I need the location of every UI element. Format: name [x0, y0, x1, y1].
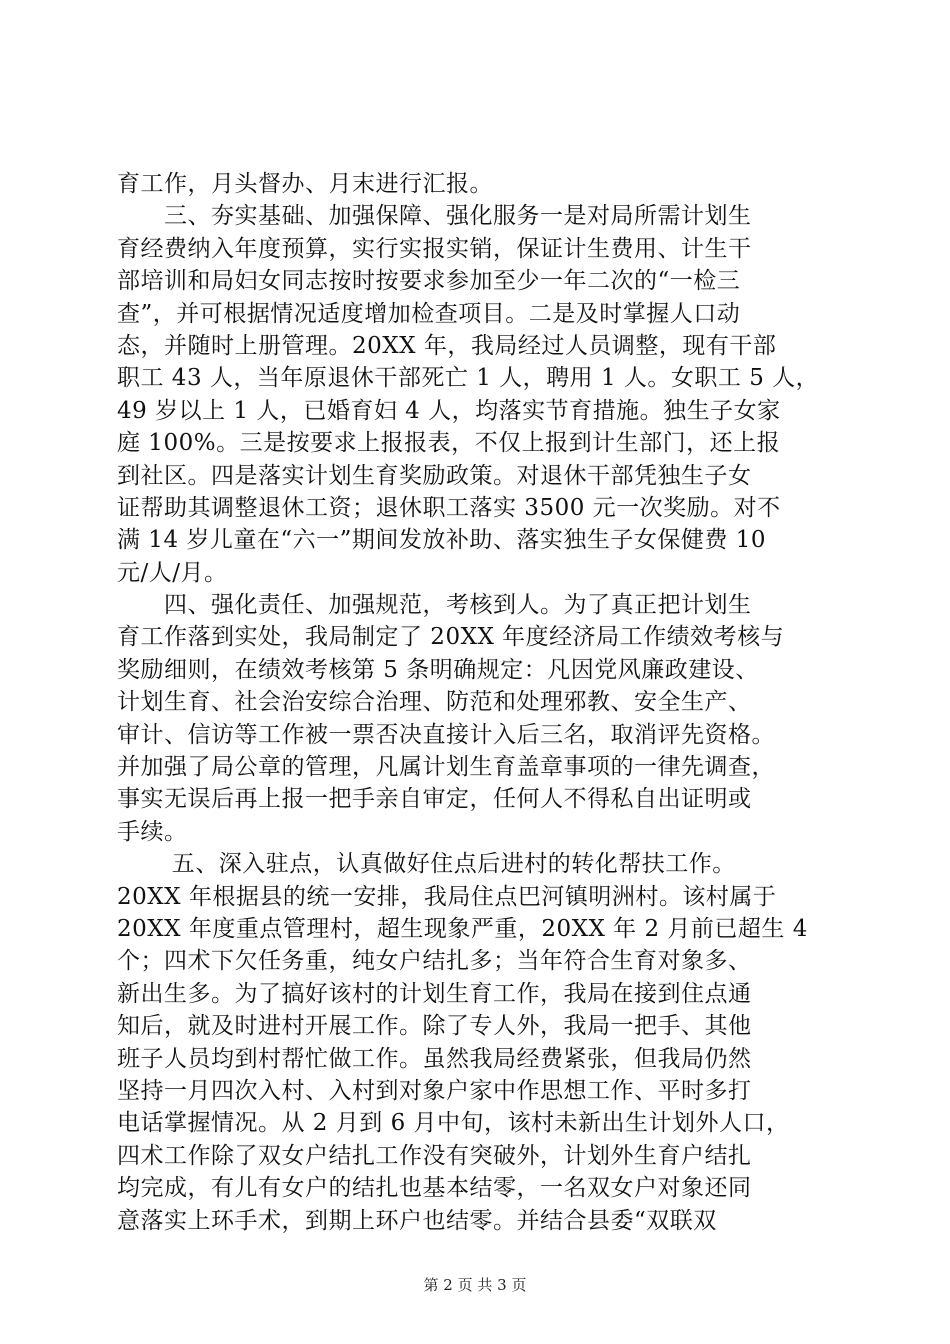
text-line: 20XX 年度重点管理村，超生现象严重，20XX 年 2 月前已超生 4	[117, 915, 808, 942]
text-line: 20XX 年根据县的统一安排，我局住点巴河镇明洲村。该村属于	[117, 883, 777, 910]
text-line: 意落实上环手术，到期上环户也结零。并结合县委“双联双	[117, 1207, 717, 1234]
page-footer: 第 2 页 共 3 页	[423, 1276, 527, 1294]
text-line: 事实无误后再上报一把手亲自审定，任何人不得私自出证明或	[117, 786, 752, 813]
text-line: 审计、信访等工作被一票否决直接计入后三名，取消评先资格。	[117, 721, 775, 748]
text-line: 手续。	[117, 818, 188, 845]
text-line: 49 岁以上 1 人，已婚育妇 4 人，均落实节育措施。独生子女家	[117, 397, 781, 424]
text-line: 三、夯实基础、加强保障、强化服务一是对局所需计划生	[117, 203, 752, 230]
text-line: 班子人员均到村帮忙做工作。虽然我局经费紧张，但我局仍然	[117, 1045, 752, 1072]
text-line: 奖励细则，在绩效考核第 5 条明确规定：凡因党风廉政建设、	[117, 656, 759, 683]
text-line: 满 14 岁儿童在“六一”期间发放补助、落实独生子女保健费 10	[117, 527, 766, 554]
text-line: 电话掌握情况。从 2 月到 6 月中旬，该村未新出生计划外人口，	[117, 1110, 790, 1137]
text-line: 育工作落到实处，我局制定了 20XX 年度经济局工作绩效考核与	[117, 624, 785, 651]
text-line: 均完成，有儿有女户的结扎也基本结零，一名双女户对象还同	[117, 1175, 752, 1202]
text-line: 四术工作除了双女户结扎工作没有突破外，计划外生育户结扎	[117, 1142, 752, 1169]
document-body	[117, 168, 837, 1237]
text-line: 态，并随时上册管理。20XX 年，我局经过人员调整，现有干部	[117, 332, 777, 359]
text-line: 育工作，月头督办、月末进行汇报。	[117, 171, 493, 197]
text-line: 到社区。四是落实计划生育奖励政策。对退休干部凭独生子女	[117, 462, 752, 489]
text-line: 四、强化责任、加强规范，考核到人。为了真正把计划生	[117, 592, 752, 619]
text-line: 坚持一月四次入村、入村到对象户家中作思想工作、平时多打	[117, 1077, 752, 1104]
text-line: 部培训和局妇女同志按时按要求参加至少一年二次的“一检三	[117, 268, 741, 295]
text-line: 个；四术下欠任务重，纯女户结扎多；当年符合生育对象多、	[117, 948, 752, 975]
text-line: 并加强了局公章的管理，凡属计划生育盖章事项的一律先调查，	[117, 754, 775, 781]
text-line: 育经费纳入年度预算，实行实报实销，保证计生费用、计生干	[117, 235, 752, 262]
text-line: 证帮助其调整退休工资；退休职工落实 3500 元一次奖励。对不	[117, 494, 781, 521]
text-line: 元/人/月。	[117, 559, 228, 586]
text-line: 五、深入驻点，认真做好住点后进村的转化帮扶工作。	[117, 851, 736, 878]
text-line: 知后，就及时进村开展工作。除了专人外，我局一把手、其他	[117, 1013, 752, 1040]
text-line: 职工 43 人，当年原退休干部死亡 1 人，聘用 1 人。女职工 5 人，	[117, 365, 820, 392]
text-line: 庭 100%。三是按要求上报报表，不仅上报到计生部门，还上报	[117, 430, 781, 457]
text-line: 新出生多。为了搞好该村的计划生育工作，我局在接到住点通	[117, 980, 752, 1007]
text-line: 计划生育、社会治安综合治理、防范和处理邪教、安全生产、	[117, 689, 752, 716]
text-line: 查”，并可根据情况适度增加检查项目。二是及时掌握人口动	[117, 300, 741, 327]
